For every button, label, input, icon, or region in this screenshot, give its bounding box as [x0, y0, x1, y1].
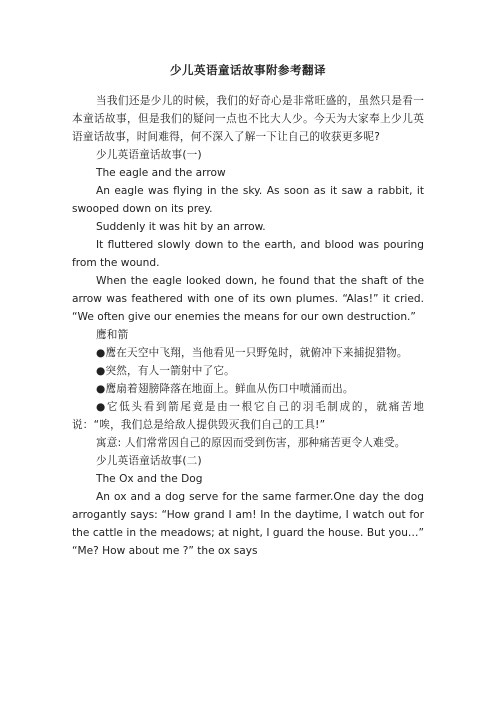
story-1-heading: 少儿英语童话故事(一)	[96, 149, 202, 161]
story-1-translation-line: ●突然，有人一箭射中了它。	[96, 365, 235, 377]
story-1-paragraph: An eagle was flying in the sky. As soon as it saw a rabbit, it swooped down on its prey.	[72, 185, 424, 215]
story-1-translation-line: ●鹰在天空中飞翔，当他看见一只野兔时，就俯冲下来捕捉猎物。	[96, 347, 408, 359]
story-1-paragraph: It fluttered slowly down to the earth, and blood was pouring from the wound.	[72, 239, 424, 269]
story-1-translation-line: ●它低头看到箭尾竟是由一根它自己的羽毛制成的，就痛苦地说：“唉，我们总是给敌人提供毁灭我们自己的工具!”	[72, 401, 424, 431]
story-2-heading: 少儿英语童话故事(二)	[96, 455, 202, 467]
intro-paragraph: 当我们还是少儿的时候，我们的好奇心是非常旺盛的，虽然只是看一本童话故事，但是我们的疑问一点也不比大人少。今天为大家奉上少儿英语童话故事，时间难得，何不深入了解一下让自己的收获更多呢?	[72, 95, 424, 143]
page-title: 少儿英语童话故事附参考翻译	[170, 63, 326, 77]
story-1-paragraph: When the eagle looked down, he found that the shaft of the arrow was feathered with one of its own plumes. “Alas!” it cried. “We often give our enemies the means for our own destruction.”	[72, 275, 424, 323]
story-2-english-title: The Ox and the Dog	[96, 473, 203, 485]
story-1-chinese-title: 鹰和箭	[96, 329, 129, 341]
story-1-english-title: The eagle and the arrow	[96, 167, 226, 179]
story-1-paragraph: Suddenly it was hit by an arrow.	[96, 221, 266, 233]
story-1-moral: 寓意: 人们常常因自己的原因而受到伤害，那种痛苦更令人难受。	[96, 437, 406, 449]
story-1-translation-line: ●鹰扇着翅膀降落在地面上。鲜血从伤口中喷涌而出。	[96, 383, 354, 395]
story-2-paragraph: An ox and a dog serve for the same farmer.One day the dog arrogantly says: “How grand I am! In the daytime, I watch out for the cattle in the meadows; at night, I guard the house. But you…” “Me? How about me ?” the ox says	[72, 491, 424, 557]
